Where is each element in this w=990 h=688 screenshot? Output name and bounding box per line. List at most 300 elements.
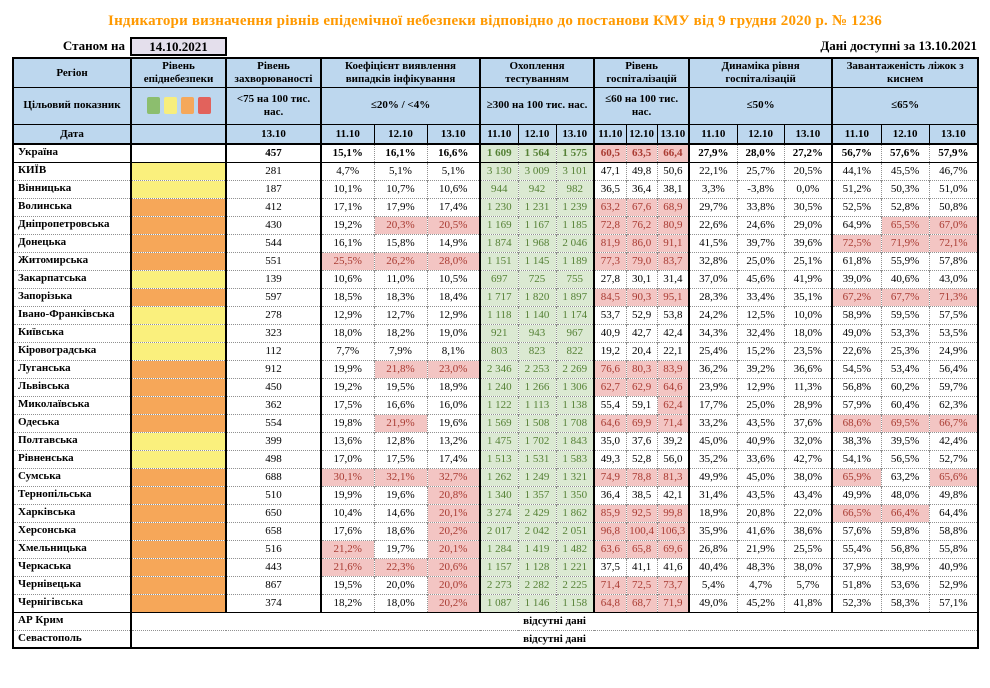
dynamics-cell: 26,8% xyxy=(689,540,737,558)
testing-cell: 1 138 xyxy=(556,396,594,414)
dynamics-cell: 24,6% xyxy=(737,216,784,234)
as-of-date-box: 14.10.2021 xyxy=(130,37,227,56)
beds-cell: 60,4% xyxy=(881,396,929,414)
testing-cell: 2 017 xyxy=(480,522,518,540)
hospitalization-cell: 72,5 xyxy=(626,576,657,594)
hospitalization-cell: 56,0 xyxy=(657,450,689,468)
detection-cell: 14,9% xyxy=(427,234,480,252)
detection-cell: 18,4% xyxy=(427,288,480,306)
region-name: Вінницька xyxy=(13,180,131,198)
dynamics-cell: 22,0% xyxy=(784,504,832,522)
date-cell: 11.10 xyxy=(832,124,881,144)
detection-cell: 18,0% xyxy=(321,324,374,342)
dynamics-cell: 42,7% xyxy=(784,450,832,468)
table-row xyxy=(13,504,978,522)
detection-cell: 13,6% xyxy=(321,432,374,450)
testing-cell: 822 xyxy=(556,342,594,360)
testing-cell: 1 609 xyxy=(480,144,518,162)
detection-cell: 32,1% xyxy=(374,468,427,486)
testing-cell: 1 843 xyxy=(556,432,594,450)
dynamics-cell: 20,8% xyxy=(737,504,784,522)
beds-cell: 40,6% xyxy=(881,270,929,288)
header-target-row xyxy=(13,87,978,124)
testing-cell: 1 167 xyxy=(518,216,556,234)
dynamics-cell: 3,3% xyxy=(689,180,737,198)
testing-cell: 967 xyxy=(556,324,594,342)
incidence-cell: 374 xyxy=(226,594,321,612)
beds-cell: 40,9% xyxy=(929,558,978,576)
testing-cell: 1 475 xyxy=(480,432,518,450)
detection-cell: 32,7% xyxy=(427,468,480,486)
testing-cell: 1 189 xyxy=(556,252,594,270)
detection-cell: 25,5% xyxy=(321,252,374,270)
incidence-cell: 551 xyxy=(226,252,321,270)
beds-cell: 58,9% xyxy=(832,306,881,324)
detection-cell: 16,6% xyxy=(374,396,427,414)
table-row xyxy=(13,450,978,468)
dynamics-cell: 36,2% xyxy=(689,360,737,378)
hospitalization-cell: 66,4 xyxy=(657,144,689,162)
testing-cell: 1 221 xyxy=(556,558,594,576)
incidence-cell: 912 xyxy=(226,360,321,378)
incidence-cell: 650 xyxy=(226,504,321,522)
beds-cell: 64,4% xyxy=(929,504,978,522)
detection-cell: 20,5% xyxy=(427,216,480,234)
beds-cell: 57,1% xyxy=(929,594,978,612)
testing-cell: 1 174 xyxy=(556,306,594,324)
beds-cell: 52,5% xyxy=(832,198,881,216)
date-cell: 11.10 xyxy=(480,124,518,144)
dynamics-cell: 30,5% xyxy=(784,198,832,216)
detection-cell: 19,5% xyxy=(321,576,374,594)
hospitalization-cell: 37,6 xyxy=(626,432,657,450)
dynamics-cell: 4,7% xyxy=(737,576,784,594)
hospitalization-cell: 68,9 xyxy=(657,198,689,216)
region-name: Дніпропетровська xyxy=(13,216,131,234)
dynamics-cell: 38,6% xyxy=(784,522,832,540)
region-name: АР Крим xyxy=(13,612,131,630)
dynamics-cell: 35,2% xyxy=(689,450,737,468)
detection-cell: 17,6% xyxy=(321,522,374,540)
hospitalization-cell: 80,9 xyxy=(657,216,689,234)
dynamics-cell: 33,6% xyxy=(737,450,784,468)
date-row-label: Дата xyxy=(13,124,131,144)
hospitalization-cell: 60,5 xyxy=(594,144,626,162)
detection-cell: 19,2% xyxy=(321,216,374,234)
hospitalization-cell: 41,1 xyxy=(626,558,657,576)
table-row xyxy=(13,360,978,378)
beds-cell: 39,0% xyxy=(832,270,881,288)
dynamics-cell: 33,2% xyxy=(689,414,737,432)
table-row xyxy=(13,288,978,306)
epidemic-level-cell xyxy=(131,522,226,540)
detection-cell: 19,7% xyxy=(374,540,427,558)
table-row xyxy=(13,144,978,162)
hospitalization-cell: 63,5 xyxy=(626,144,657,162)
dynamics-cell: 28,9% xyxy=(784,396,832,414)
beds-cell: 52,7% xyxy=(929,450,978,468)
testing-cell: 3 101 xyxy=(556,162,594,180)
testing-cell: 697 xyxy=(480,270,518,288)
hospitalization-cell: 83,9 xyxy=(657,360,689,378)
beds-cell: 49,8% xyxy=(929,486,978,504)
detection-cell: 18,9% xyxy=(427,378,480,396)
date-cell: 11.10 xyxy=(321,124,374,144)
date-cell: 13.10 xyxy=(427,124,480,144)
detection-cell: 17,9% xyxy=(374,198,427,216)
dynamics-cell: 40,9% xyxy=(737,432,784,450)
dynamics-cell: 35,9% xyxy=(689,522,737,540)
testing-cell: 921 xyxy=(480,324,518,342)
dynamics-cell: 33,8% xyxy=(737,198,784,216)
table-row xyxy=(13,198,978,216)
hospitalization-cell: 92,5 xyxy=(626,504,657,522)
oxygen-beds-group-header: Завантаженість ліжок з киснем xyxy=(832,58,978,87)
detection-cell: 15,1% xyxy=(321,144,374,162)
epidemic-level-cell xyxy=(131,378,226,396)
header-date-row xyxy=(13,124,978,144)
testing-cell: 1 185 xyxy=(556,216,594,234)
beds-cell: 22,6% xyxy=(832,342,881,360)
detection-cell: 18,2% xyxy=(374,324,427,342)
detection-cell: 15,8% xyxy=(374,234,427,252)
incidence-cell: 187 xyxy=(226,180,321,198)
dynamics-cell: 45,0% xyxy=(689,432,737,450)
testing-cell: 1 140 xyxy=(518,306,556,324)
detection-cell: 20,1% xyxy=(427,540,480,558)
date-cell: 13.10 xyxy=(226,124,321,144)
beds-cell: 51,2% xyxy=(832,180,881,198)
hospitalization-target: ≤60 на 100 тис. нас. xyxy=(594,87,689,124)
dynamics-cell: 41,9% xyxy=(784,270,832,288)
detection-cell: 17,5% xyxy=(321,396,374,414)
hospitalization-cell: 69,6 xyxy=(657,540,689,558)
dynamics-cell: 43,5% xyxy=(737,486,784,504)
hospitalization-cell: 59,1 xyxy=(626,396,657,414)
testing-cell: 1 239 xyxy=(556,198,594,216)
detection-cell: 21,9% xyxy=(374,414,427,432)
detection-cell: 4,7% xyxy=(321,162,374,180)
testing-cell: 1 122 xyxy=(480,396,518,414)
region-name: Тернопільська xyxy=(13,486,131,504)
beds-target: ≤65% xyxy=(832,87,978,124)
hospitalization-cell: 41,6 xyxy=(657,558,689,576)
detection-cell: 10,7% xyxy=(374,180,427,198)
testing-cell: 1 146 xyxy=(518,594,556,612)
testing-cell: 3 274 xyxy=(480,504,518,522)
testing-cell: 1 968 xyxy=(518,234,556,252)
region-column-header: Регіон xyxy=(13,58,131,87)
beds-cell: 42,4% xyxy=(929,432,978,450)
dynamics-cell: 11,3% xyxy=(784,378,832,396)
incidence-cell: 443 xyxy=(226,558,321,576)
beds-cell: 58,8% xyxy=(929,522,978,540)
testing-cell: 1 862 xyxy=(556,504,594,522)
table-row xyxy=(13,486,978,504)
testing-group-header: Охоплення тестуванням xyxy=(480,58,594,87)
hospitalization-cell: 49,8 xyxy=(626,162,657,180)
dynamics-cell: 23,9% xyxy=(689,378,737,396)
region-name: Івано-Франківська xyxy=(13,306,131,324)
hospitalization-cell: 77,3 xyxy=(594,252,626,270)
testing-cell: 1 564 xyxy=(518,144,556,162)
table-row xyxy=(13,162,978,180)
dynamics-cell: 25,0% xyxy=(737,396,784,414)
detection-cell: 7,7% xyxy=(321,342,374,360)
dynamics-cell: -3,8% xyxy=(737,180,784,198)
beds-cell: 57,6% xyxy=(881,144,929,162)
epidemic-level-cell xyxy=(131,144,226,162)
testing-cell: 1 419 xyxy=(518,540,556,558)
epidemic-level-cell xyxy=(131,594,226,612)
testing-cell: 1 284 xyxy=(480,540,518,558)
beds-cell: 48,0% xyxy=(881,486,929,504)
beds-cell: 52,3% xyxy=(832,594,881,612)
table-row xyxy=(13,342,978,360)
incidence-cell: 516 xyxy=(226,540,321,558)
detection-cell: 20,0% xyxy=(427,576,480,594)
detection-cell: 12,8% xyxy=(374,432,427,450)
beds-cell: 61,8% xyxy=(832,252,881,270)
epidemic-level-cell xyxy=(131,288,226,306)
incidence-cell: 658 xyxy=(226,522,321,540)
detection-cell: 20,2% xyxy=(427,594,480,612)
beds-cell: 67,7% xyxy=(881,288,929,306)
detection-cell: 10,4% xyxy=(321,504,374,522)
detection-cell: 5,1% xyxy=(374,162,427,180)
testing-cell: 1 145 xyxy=(518,252,556,270)
hospitalization-cell: 52,9 xyxy=(626,306,657,324)
testing-cell: 2 225 xyxy=(556,576,594,594)
hospitalization-cell: 81,3 xyxy=(657,468,689,486)
dynamics-cell: 29,0% xyxy=(784,216,832,234)
beds-cell: 55,8% xyxy=(929,540,978,558)
date-cell: 12.10 xyxy=(737,124,784,144)
as-of-label: Станом на xyxy=(62,38,125,53)
dynamics-cell: 43,4% xyxy=(784,486,832,504)
testing-cell: 2 046 xyxy=(556,234,594,252)
beds-cell: 50,3% xyxy=(881,180,929,198)
epidemic-level-cell xyxy=(131,252,226,270)
detection-cell: 20,1% xyxy=(427,504,480,522)
hospitalization-cell: 40,9 xyxy=(594,324,626,342)
epidemic-level-cell xyxy=(131,576,226,594)
beds-cell: 66,7% xyxy=(929,414,978,432)
testing-cell: 1 230 xyxy=(480,198,518,216)
level-legend-cell xyxy=(131,87,226,124)
testing-cell: 944 xyxy=(480,180,518,198)
testing-cell: 1 266 xyxy=(518,378,556,396)
beds-cell: 62,3% xyxy=(929,396,978,414)
beds-cell: 57,9% xyxy=(929,144,978,162)
beds-cell: 57,8% xyxy=(929,252,978,270)
meta-row xyxy=(12,36,977,56)
dynamics-cell: 32,8% xyxy=(689,252,737,270)
hospitalization-cell: 76,6 xyxy=(594,360,626,378)
incidence-cell: 323 xyxy=(226,324,321,342)
beds-cell: 67,0% xyxy=(929,216,978,234)
detection-cell: 23,0% xyxy=(427,360,480,378)
beds-cell: 63,2% xyxy=(881,468,929,486)
testing-cell: 1 240 xyxy=(480,378,518,396)
epidemic-level-cell xyxy=(131,468,226,486)
hospitalization-cell: 85,9 xyxy=(594,504,626,522)
hospitalization-cell: 64,6 xyxy=(657,378,689,396)
table-row xyxy=(13,558,978,576)
beds-cell: 71,3% xyxy=(929,288,978,306)
table-row xyxy=(13,234,978,252)
testing-cell: 1 508 xyxy=(518,414,556,432)
detection-cell: 16,6% xyxy=(427,144,480,162)
hospitalization-cell: 62,9 xyxy=(626,378,657,396)
region-name: Рівненська xyxy=(13,450,131,468)
testing-cell: 1 874 xyxy=(480,234,518,252)
hospitalization-cell: 36,5 xyxy=(594,180,626,198)
hospitalization-cell: 86,0 xyxy=(626,234,657,252)
no-data-cell: відсутні дані xyxy=(131,612,978,630)
table-row xyxy=(13,252,978,270)
testing-cell: 1 702 xyxy=(518,432,556,450)
epidemic-level-cell xyxy=(131,450,226,468)
beds-cell: 56,7% xyxy=(832,144,881,162)
hospitalization-cell: 38,1 xyxy=(657,180,689,198)
region-name: Київська xyxy=(13,324,131,342)
detection-cell: 14,6% xyxy=(374,504,427,522)
dynamics-cell: 18,9% xyxy=(689,504,737,522)
dynamics-cell: 41,8% xyxy=(784,594,832,612)
hospitalization-cell: 62,7 xyxy=(594,378,626,396)
detection-cell: 17,5% xyxy=(374,450,427,468)
hospitalization-cell: 96,8 xyxy=(594,522,626,540)
hospitalization-cell: 80,3 xyxy=(626,360,657,378)
incidence-cell: 554 xyxy=(226,414,321,432)
dynamics-cell: 29,7% xyxy=(689,198,737,216)
region-name: Одеська xyxy=(13,414,131,432)
dynamics-cell: 38,0% xyxy=(784,468,832,486)
detection-cell: 18,5% xyxy=(321,288,374,306)
hospitalization-cell: 65,8 xyxy=(626,540,657,558)
testing-cell: 1 128 xyxy=(518,558,556,576)
incidence-cell: 457 xyxy=(226,144,321,162)
detection-cell: 12,9% xyxy=(321,306,374,324)
detection-cell: 18,0% xyxy=(374,594,427,612)
table-row xyxy=(13,324,978,342)
detection-cell: 8,1% xyxy=(427,342,480,360)
dynamics-cell: 39,7% xyxy=(737,234,784,252)
date-cell: 11.10 xyxy=(594,124,626,144)
hospitalization-cell: 64,6 xyxy=(594,414,626,432)
epidemic-level-cell xyxy=(131,198,226,216)
hospitalization-cell: 90,3 xyxy=(626,288,657,306)
incidence-cell: 112 xyxy=(226,342,321,360)
detection-cell: 17,4% xyxy=(427,198,480,216)
testing-cell: 1 118 xyxy=(480,306,518,324)
detection-cell: 21,8% xyxy=(374,360,427,378)
beds-cell: 55,4% xyxy=(832,540,881,558)
testing-cell: 1 158 xyxy=(556,594,594,612)
incidence-cell: 450 xyxy=(226,378,321,396)
dynamics-cell: 33,4% xyxy=(737,288,784,306)
dynamics-cell: 31,4% xyxy=(689,486,737,504)
region-name: КИЇВ xyxy=(13,162,131,180)
date-cell: 13.10 xyxy=(784,124,832,144)
beds-cell: 53,6% xyxy=(881,576,929,594)
hospitalization-cell: 19,2 xyxy=(594,342,626,360)
legend-yellow-square xyxy=(164,97,177,114)
dynamics-cell: 25,4% xyxy=(689,342,737,360)
dynamics-cell: 32,0% xyxy=(784,432,832,450)
table-row xyxy=(13,270,978,288)
beds-cell: 72,1% xyxy=(929,234,978,252)
beds-cell: 51,0% xyxy=(929,180,978,198)
hospitalization-cell: 53,7 xyxy=(594,306,626,324)
epidemic-level-cell xyxy=(131,540,226,558)
beds-cell: 65,9% xyxy=(832,468,881,486)
dynamics-cell: 35,1% xyxy=(784,288,832,306)
beds-cell: 38,9% xyxy=(881,558,929,576)
table-row xyxy=(13,180,978,198)
date-cell: 12.10 xyxy=(518,124,556,144)
testing-cell: 2 346 xyxy=(480,360,518,378)
testing-cell: 823 xyxy=(518,342,556,360)
beds-cell: 72,5% xyxy=(832,234,881,252)
incidence-target: <75 на 100 тис. нас. xyxy=(226,87,321,124)
detection-cell: 11,0% xyxy=(374,270,427,288)
hospitalization-cell: 50,6 xyxy=(657,162,689,180)
region-name: Хмельницька xyxy=(13,540,131,558)
testing-cell: 943 xyxy=(518,324,556,342)
epidemic-level-cell xyxy=(131,504,226,522)
dynamics-cell: 23,5% xyxy=(784,342,832,360)
hospitalization-cell: 42,1 xyxy=(657,486,689,504)
dynamics-cell: 41,6% xyxy=(737,522,784,540)
region-name: Закарпатська xyxy=(13,270,131,288)
hospitalization-cell: 71,4 xyxy=(594,576,626,594)
testing-cell: 1 350 xyxy=(556,486,594,504)
epidemic-level-cell xyxy=(131,270,226,288)
region-name: Чернівецька xyxy=(13,576,131,594)
region-name: Черкаська xyxy=(13,558,131,576)
hospitalization-cell: 76,2 xyxy=(626,216,657,234)
hospitalization-cell: 62,4 xyxy=(657,396,689,414)
dynamics-cell: 18,0% xyxy=(784,324,832,342)
region-name: Запорізька xyxy=(13,288,131,306)
epidemic-level-cell xyxy=(131,414,226,432)
testing-cell: 803 xyxy=(480,342,518,360)
beds-cell: 53,5% xyxy=(929,324,978,342)
hospitalization-cell: 42,7 xyxy=(626,324,657,342)
beds-cell: 50,8% xyxy=(929,198,978,216)
detection-cell: 20,8% xyxy=(427,486,480,504)
detection-cell: 19,5% xyxy=(374,378,427,396)
hospitalization-cell: 63,6 xyxy=(594,540,626,558)
testing-cell: 1 340 xyxy=(480,486,518,504)
hospitalization-cell: 67,6 xyxy=(626,198,657,216)
detection-cell: 22,3% xyxy=(374,558,427,576)
testing-cell: 1 306 xyxy=(556,378,594,396)
detection-cell: 12,9% xyxy=(427,306,480,324)
table-body xyxy=(13,144,978,648)
incidence-cell: 139 xyxy=(226,270,321,288)
region-name: Кіровоградська xyxy=(13,342,131,360)
beds-cell: 49,9% xyxy=(832,486,881,504)
beds-cell: 24,9% xyxy=(929,342,978,360)
hospitalization-cell: 27,8 xyxy=(594,270,626,288)
detection-cell: 5,1% xyxy=(427,162,480,180)
epidemic-level-cell xyxy=(131,360,226,378)
dynamics-cell: 49,0% xyxy=(689,594,737,612)
incidence-cell: 281 xyxy=(226,162,321,180)
